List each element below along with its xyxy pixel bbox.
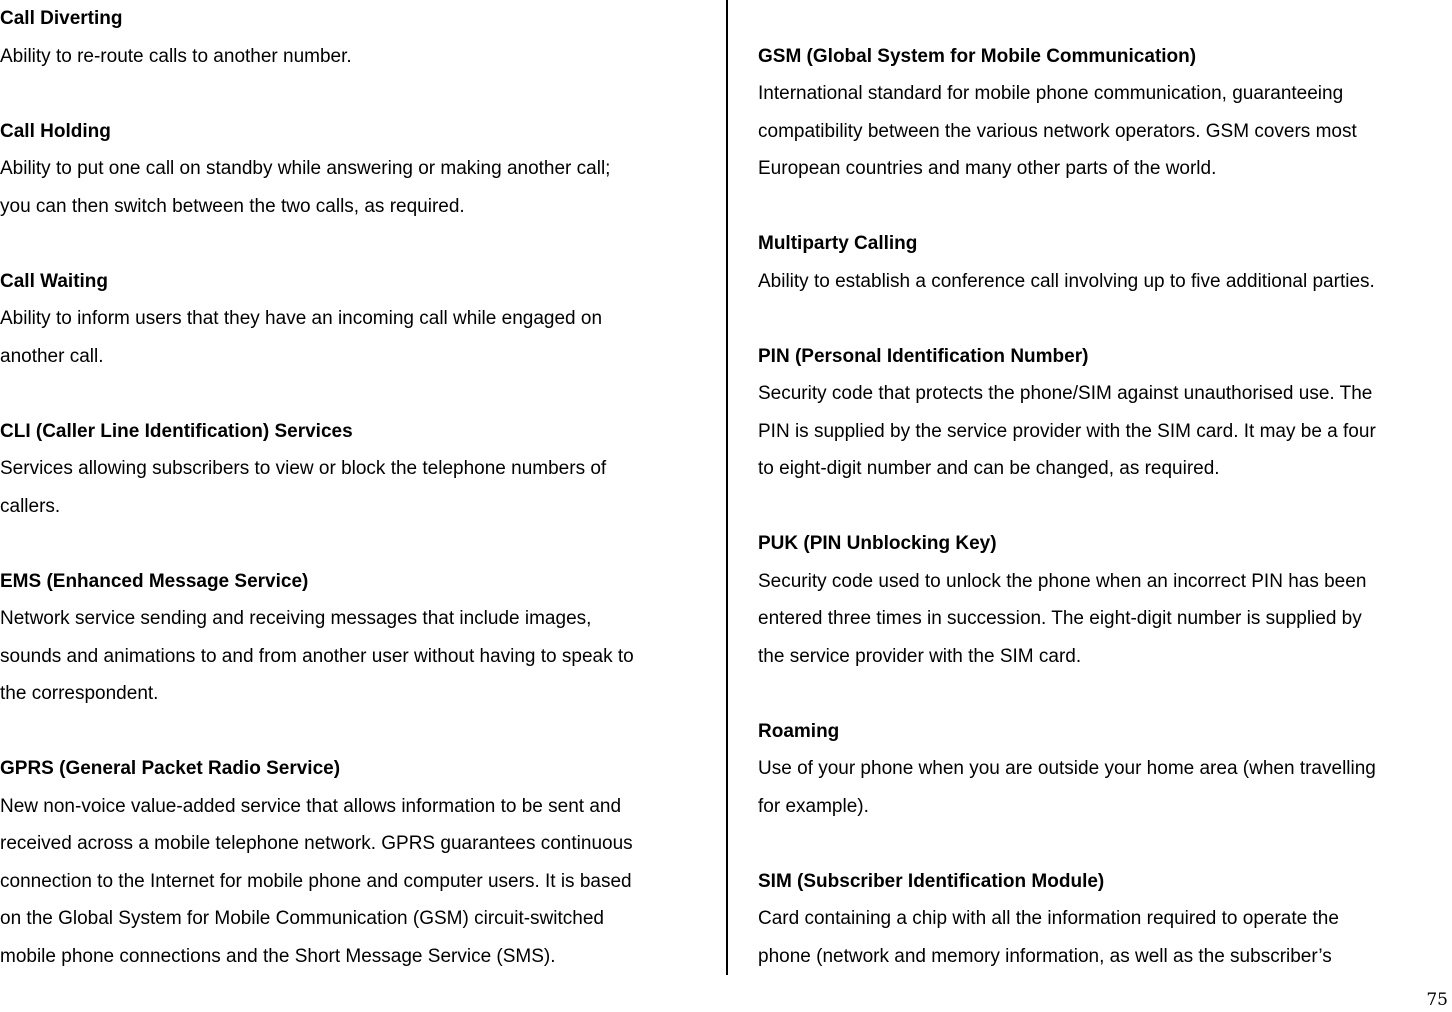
entry-text-line: Network service sending and receiving messages that include images, <box>0 608 592 629</box>
glossary-entry <box>758 225 1448 300</box>
entry-term: Roaming <box>758 720 840 742</box>
entry-term: PIN (Personal Identification Number) <box>758 345 1089 367</box>
entry-term: Call Diverting <box>0 8 123 29</box>
glossary-entry <box>0 113 712 226</box>
entry-text-line: mobile phone connections and the Short Message Service (SMS). <box>0 945 556 967</box>
entry-text-line: for example). <box>758 795 869 817</box>
entry-text-line: Services allowing subscribers to view or block the telephone numbers of <box>0 458 607 479</box>
entry-term: Multiparty Calling <box>758 233 918 254</box>
entry-text-line: connection to the Internet for mobile phone and computer users. It is based <box>0 870 632 892</box>
entry-text-line: Card containing a chip with all the information required to operate the <box>758 908 1339 929</box>
entry-term: Call Holding <box>0 120 111 142</box>
entry-text-line: New non-voice value-added service that allows information to be sent and <box>0 795 622 817</box>
glossary-entry <box>0 263 712 376</box>
entry-term: EMS (Enhanced Message Service) <box>0 570 309 592</box>
entry-text-line: compatibility between the various network operators. GSM covers most <box>758 120 1357 142</box>
entry-text-line: entered three times in succession. The eight-digit number is supplied by <box>758 608 1362 629</box>
glossary-entry <box>0 0 712 75</box>
entry-term: Call Waiting <box>0 270 109 292</box>
entry-text-line: to eight-digit number and can be changed, as required. <box>758 458 1220 479</box>
glossary-entry <box>0 750 712 975</box>
glossary-entry <box>758 525 1448 675</box>
glossary-entry <box>758 338 1448 488</box>
entry-term: CLI (Caller Line Identification) Services <box>0 420 353 442</box>
entry-text-line: Security code used to unlock the phone when an incorrect PIN has been <box>758 570 1367 592</box>
entry-term: GSM (Global System for Mobile Communication) <box>758 45 1197 67</box>
glossary-entry <box>0 563 712 713</box>
entry-text-line: callers. <box>0 495 61 517</box>
entry-text-line: International standard for mobile phone communication, guaranteeing <box>758 83 1344 104</box>
column-divider <box>726 0 728 975</box>
entry-text-line: Use of your phone when you are outside your home area (when travelling <box>758 758 1376 779</box>
entry-text-line: Ability to inform users that they have an incoming call while engaged on <box>0 308 603 329</box>
glossary-entry <box>758 713 1448 826</box>
entry-text-line: received across a mobile telephone network. GPRS guarantees continuous <box>0 833 633 854</box>
entry-text-line: European countries and many other parts of the world. <box>758 158 1217 179</box>
glossary-entry <box>758 863 1448 976</box>
glossary-entry <box>758 38 1448 188</box>
entry-text-line: on the Global System for Mobile Communication (GSM) circuit-switched <box>0 908 604 929</box>
entry-text-line: the service provider with the SIM card. <box>758 645 1082 667</box>
entry-text-line: Ability to re-route calls to another number. <box>0 45 352 67</box>
entry-text-line: the correspondent. <box>0 683 159 704</box>
entry-text-line: phone (network and memory information, as well as the subscriber’s <box>758 945 1332 967</box>
entry-text-line: sounds and animations to and from another user without having to speak to <box>0 645 634 667</box>
left-column <box>0 0 712 975</box>
entry-text-line: Ability to establish a conference call involving up to five additional parties. <box>758 270 1375 292</box>
entry-text-line: you can then switch between the two calls, as required. <box>0 195 465 217</box>
entry-text-line: Ability to put one call on standby while answering or making another call; <box>0 158 611 179</box>
right-column <box>758 0 1448 975</box>
entry-term: PUK (PIN Unblocking Key) <box>758 533 997 554</box>
entry-text-line: PIN is supplied by the service provider with the SIM card. It may be a four <box>758 420 1376 442</box>
entry-text-line: Security code that protects the phone/SIM against unauthorised use. The <box>758 383 1373 404</box>
entry-text-line: another call. <box>0 345 104 367</box>
entry-term: GPRS (General Packet Radio Service) <box>0 758 341 779</box>
glossary-entry <box>0 413 712 526</box>
entry-term: SIM (Subscriber Identification Module) <box>758 870 1105 892</box>
page-number: 75 <box>1426 990 1448 1010</box>
